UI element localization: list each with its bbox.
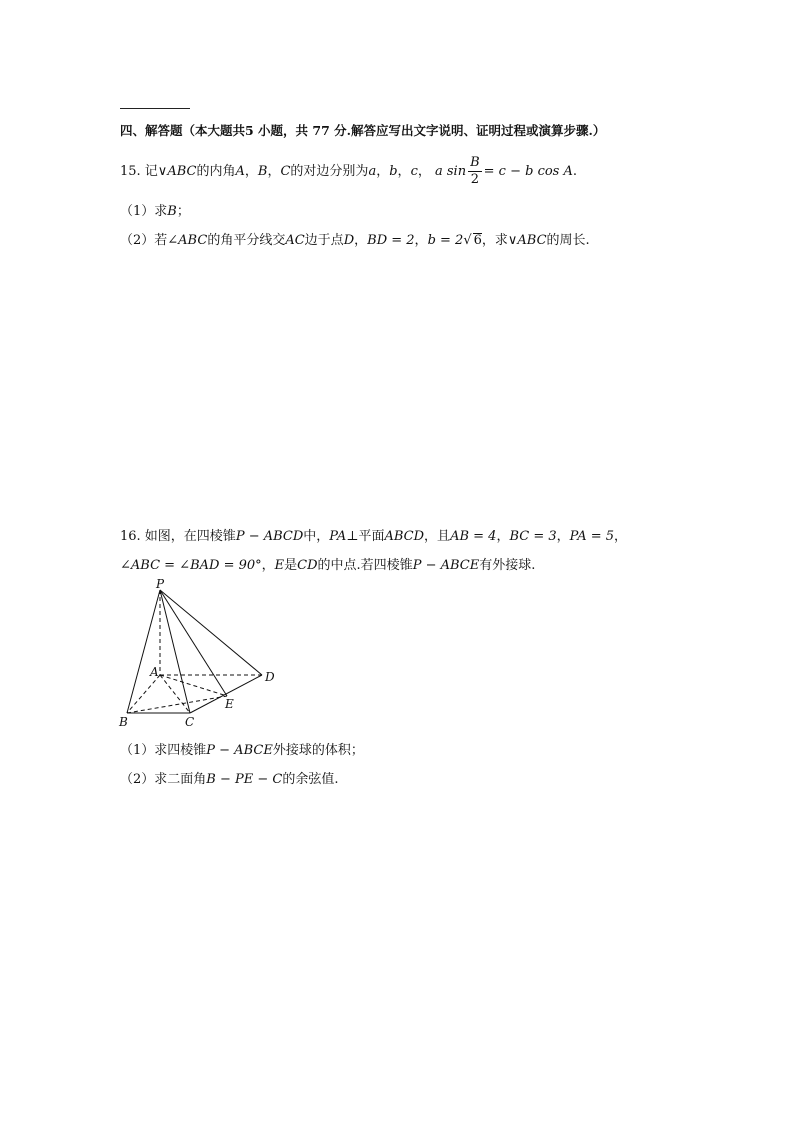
q16-ab-eq: AB = 4 (450, 529, 497, 544)
q15-sep: ， (376, 164, 390, 179)
q16-pyr: P − ABCD (235, 529, 304, 544)
q16-abcd: ABCD (384, 529, 425, 544)
q16-pa: PA (329, 529, 347, 544)
q16-line2-b: ， (261, 558, 275, 573)
q16-line2-d: 的中点.若四棱锥 (317, 558, 413, 573)
q16-line2 (120, 554, 535, 573)
q15-var-C: C (280, 164, 291, 179)
pyramid-figure (112, 578, 292, 730)
q15-part2-abc: ABC (178, 233, 208, 248)
q15-text2: 的对边分别为 (290, 164, 369, 179)
q15-frac-num: B (470, 155, 480, 170)
q16-line1-c: ，且 (424, 529, 451, 544)
q15-var-b: b (389, 164, 398, 179)
q15-sep: ， (244, 164, 258, 179)
q16-part1-a: （1）求四棱锥 (120, 743, 207, 758)
section-title: 四、解答题（本大题共5 小题，共 77 分.解答应写出文字说明、证明过程或演算步骤.） (120, 123, 606, 138)
q15-eq-left: a sin (435, 164, 467, 179)
q15-var-A: A (235, 164, 245, 179)
q15-text1: 的内角 (196, 164, 236, 179)
q15-sep: ， (267, 164, 281, 179)
q15-sep: ， (414, 233, 428, 248)
q16-sep: ， (496, 529, 510, 544)
q15-part2-c: 边于点 (304, 233, 344, 248)
edge-BE (127, 696, 227, 713)
q15-part2 (120, 229, 590, 248)
q15-period: . (572, 164, 578, 179)
q15-eq-right: = c − b cos A (483, 164, 573, 179)
q15-part2-e: 的周长. (546, 233, 590, 248)
edge-PD (160, 590, 262, 675)
q15-part2-d: ，求∨ (481, 233, 518, 248)
edge-PE (160, 590, 227, 696)
q16-angles: ∠ABC = ∠BAD = 90° (120, 558, 262, 573)
q15-part1-var: B (167, 204, 177, 219)
q16-part1-pyr: P − ABCE (206, 743, 273, 758)
label-A: A (150, 665, 159, 679)
q15-part2-b-eq: b = 2 (427, 233, 464, 248)
q15-var-c: c (410, 164, 418, 179)
q15-var-B: B (257, 164, 268, 179)
label-P: P (156, 578, 165, 591)
q16-sep: ， (556, 529, 570, 544)
edge-PB (127, 590, 160, 713)
q15-fraction (468, 155, 482, 188)
q15-lead: 15. 记∨ (120, 164, 168, 179)
q15-part2-D: D (343, 233, 355, 248)
label-E: E (225, 697, 234, 711)
q15-var-a: a (368, 164, 377, 179)
label-D: D (265, 670, 275, 684)
q16-cd: CD (297, 558, 318, 573)
q15-sep: ， (354, 233, 368, 248)
q15-part2-b: 的角平分线交 (207, 233, 286, 248)
q16-part1-b: 外接球的体积； (272, 743, 364, 758)
q15-part1-text: （1）求 (120, 204, 168, 219)
q15-part2-a: （2）若∠ (120, 233, 179, 248)
sqrt-symbol: √ (463, 233, 472, 248)
q15-sep: ， (397, 164, 411, 179)
q15-part1-end: ； (176, 204, 190, 219)
q15-part2-bd: BD = 2 (367, 233, 415, 248)
q16-line1-a: 16. 如图，在四棱锥 (120, 529, 236, 544)
q16-part2-angle: B − PE − C (206, 772, 283, 787)
q16-line2-c: 是 (284, 558, 298, 573)
q15-part2-ac: AC (285, 233, 305, 248)
q16-perp: ⊥平面 (346, 529, 385, 544)
q16-part1 (120, 739, 364, 758)
q16-pyr2: P − ABCE (412, 558, 480, 573)
q16-part2 (120, 768, 338, 787)
q16-line1-b: 中， (303, 529, 330, 544)
q15-statement (120, 155, 577, 188)
q15-frac-den: 2 (470, 172, 480, 187)
q16-part2-b: 的余弦值. (282, 772, 339, 787)
q16-line2-e: 有外接球. (479, 558, 536, 573)
q16-part2-a: （2）求二面角 (120, 772, 207, 787)
q15-part2-abc2: ABC (517, 233, 547, 248)
q15-sqrt-value: 6 (473, 233, 482, 248)
top-rule (120, 108, 190, 109)
q16-sep: ， (614, 529, 628, 544)
q16-line1 (120, 525, 627, 544)
edge-AE (160, 675, 227, 696)
label-B: B (119, 715, 128, 729)
label-C: C (185, 715, 195, 729)
q15-abc: ABC (167, 164, 197, 179)
q16-E: E (274, 558, 285, 573)
q16-pa-eq: PA = 5 (569, 529, 615, 544)
q15-sep: ， (417, 164, 431, 179)
q16-bc-eq: BC = 3 (509, 529, 557, 544)
q15-part1 (120, 200, 190, 219)
